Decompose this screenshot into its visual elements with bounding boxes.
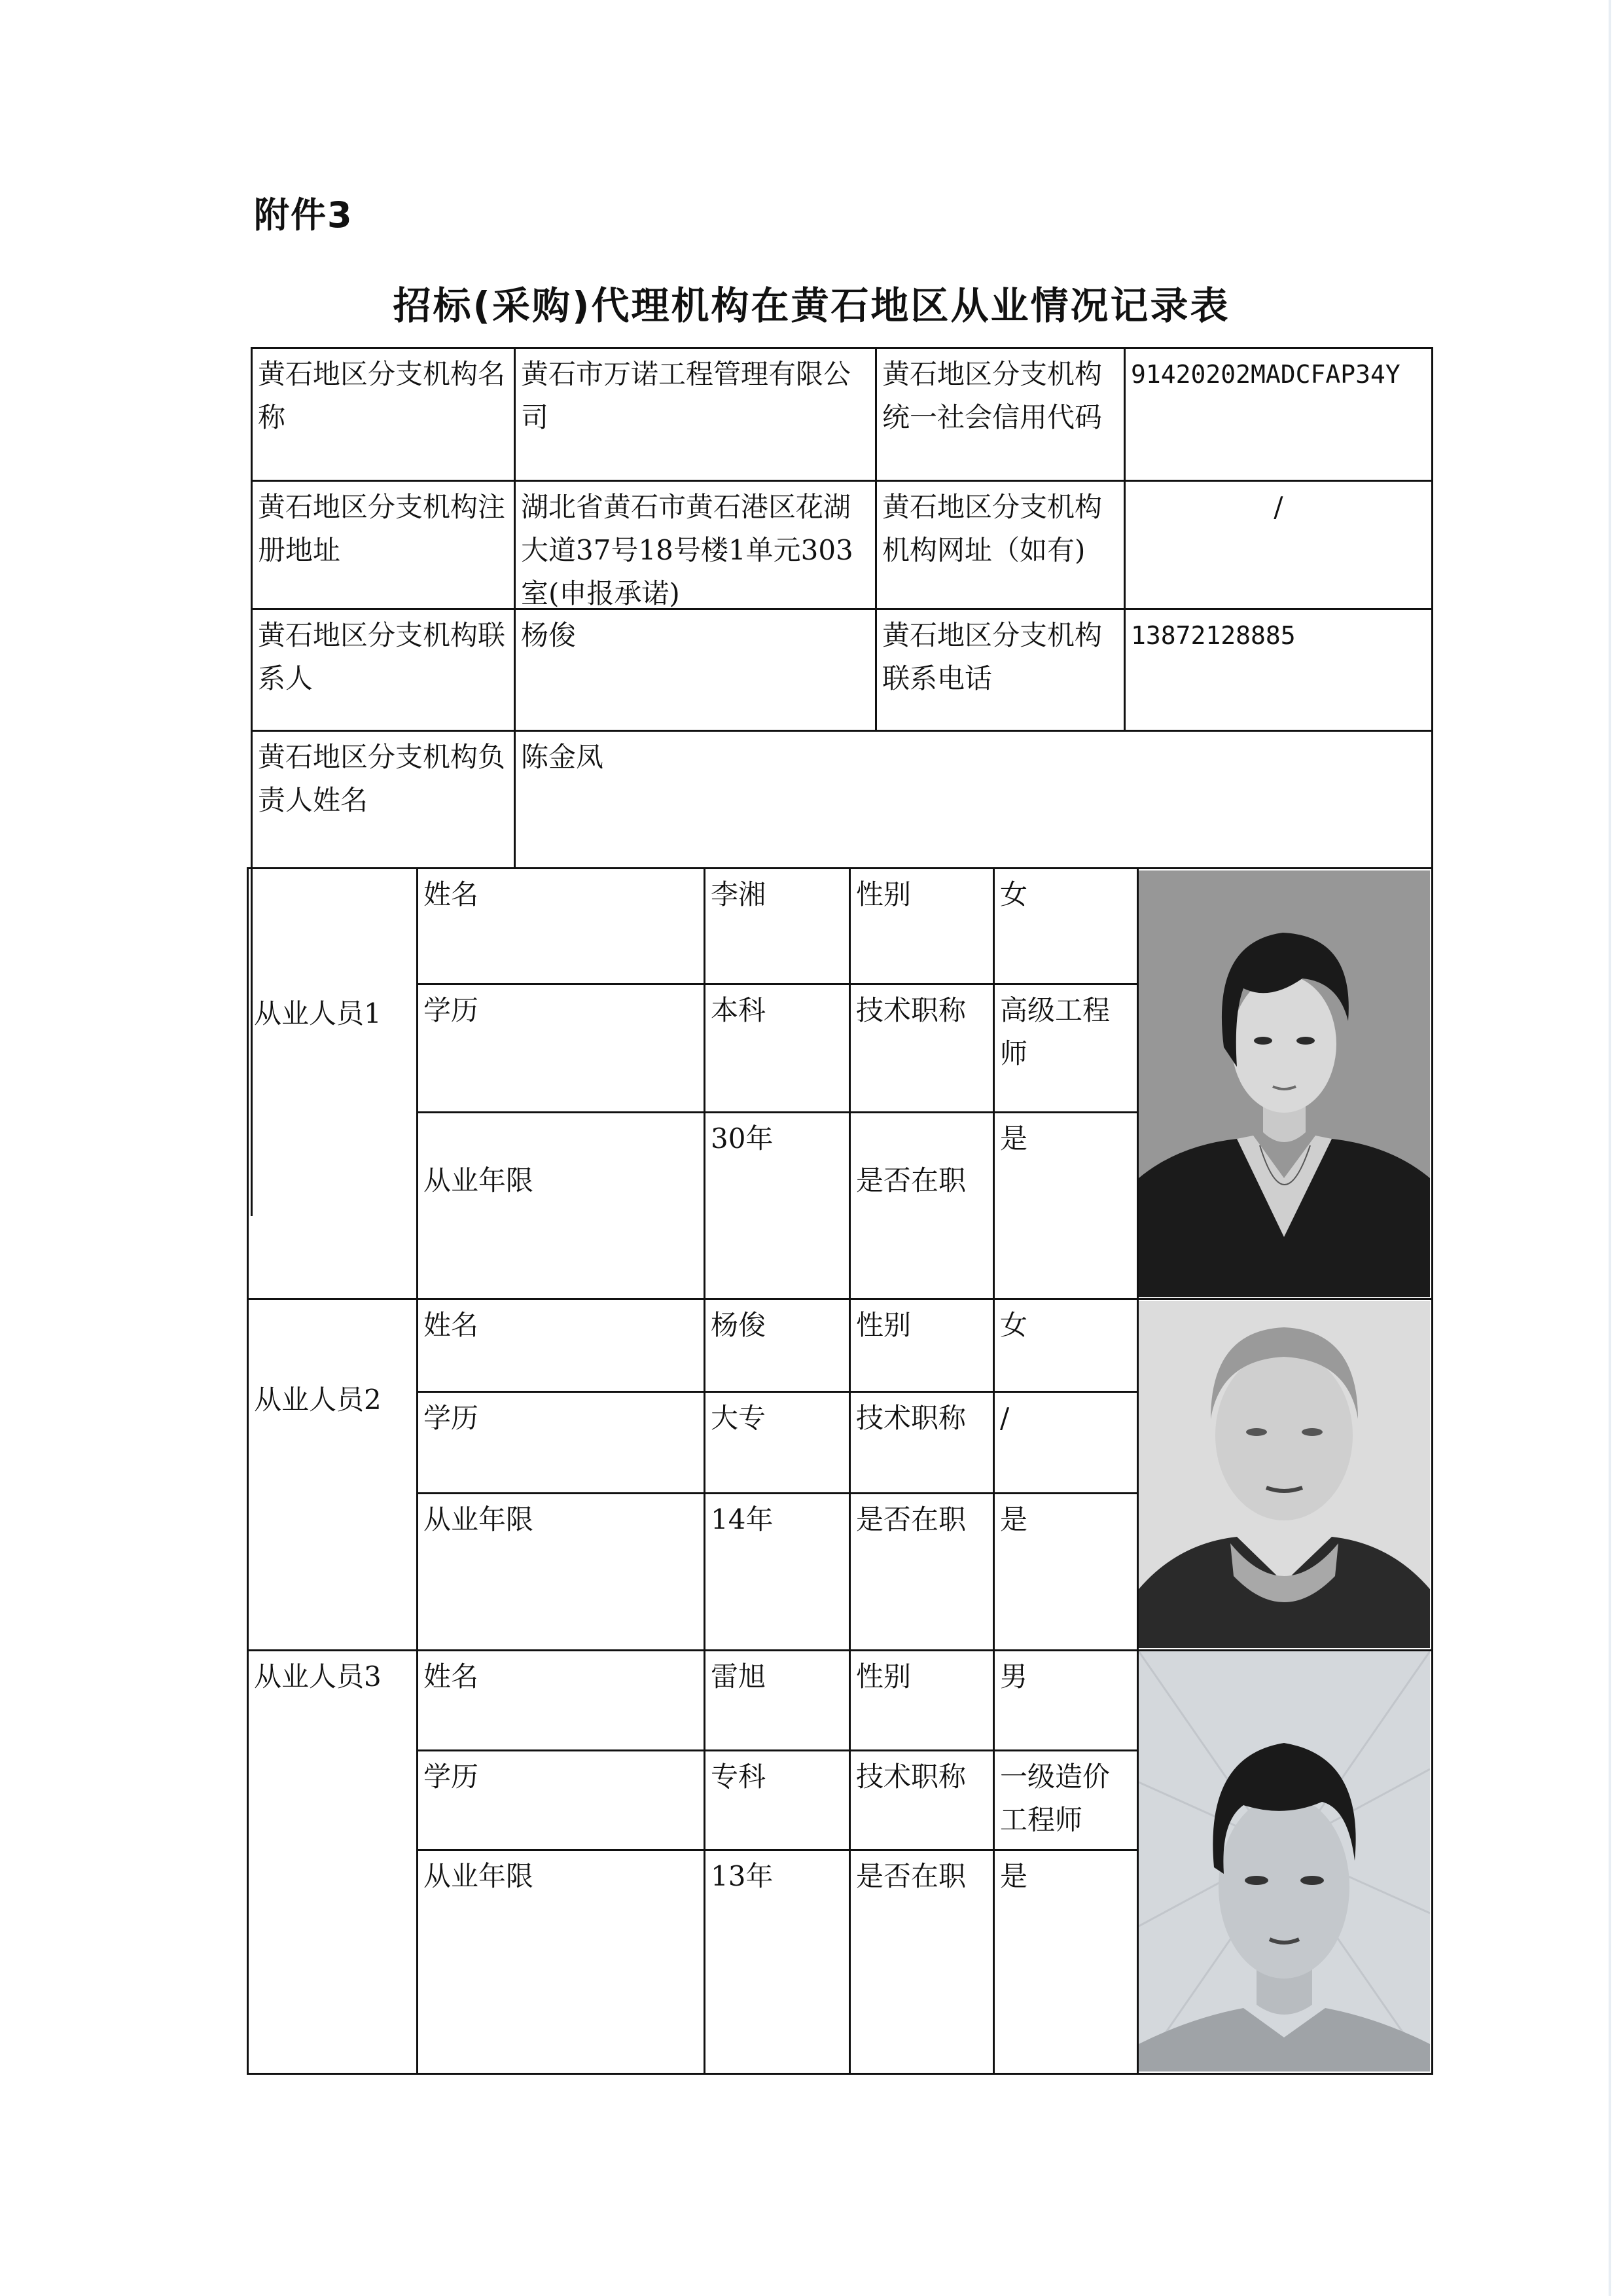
staff3-employed-value: 是 bbox=[1000, 1860, 1028, 1892]
staff2-gender-label: 性别 bbox=[856, 1309, 912, 1341]
credit-code-value: 91420202MADCFAP34Y bbox=[1131, 360, 1400, 389]
staff3-education-label: 学历 bbox=[423, 1761, 479, 1793]
staff3-gender-value: 男 bbox=[1000, 1660, 1028, 1693]
staff1-name-value: 李湘 bbox=[711, 878, 766, 910]
staff1-photo bbox=[1139, 870, 1430, 1297]
staff2-title-value: / bbox=[1000, 1402, 1010, 1434]
staff3-name-value: 雷旭 bbox=[711, 1660, 766, 1693]
staff2-gender-value: 女 bbox=[1000, 1309, 1028, 1341]
staff2-photo bbox=[1139, 1301, 1430, 1648]
staff1-employed-label: 是否在职 bbox=[856, 1164, 967, 1196]
staff2-employed-value: 是 bbox=[1000, 1503, 1028, 1535]
staff2-label: 从业人员2 bbox=[254, 1384, 382, 1416]
staff1-label: 从业人员1 bbox=[254, 997, 382, 1030]
scan-edge bbox=[1609, 0, 1611, 2296]
credit-code-label: 黄石地区分支机构统一社会信用代码 bbox=[882, 358, 1103, 433]
staff3-education-value: 专科 bbox=[711, 1761, 766, 1793]
staff1-years-value: 30年 bbox=[711, 1122, 774, 1155]
address-label: 黄石地区分支机构注册地址 bbox=[258, 491, 506, 566]
staff1-gender-value: 女 bbox=[1000, 878, 1028, 910]
attachment-label: 附件3 bbox=[254, 194, 353, 236]
staff3-gender-label: 性别 bbox=[856, 1660, 912, 1693]
branch-name-label: 黄石地区分支机构名称 bbox=[258, 358, 506, 433]
staff2-name-label: 姓名 bbox=[423, 1309, 479, 1341]
staff1-years-label: 从业年限 bbox=[423, 1164, 534, 1196]
staff2-title-label: 技术职称 bbox=[856, 1402, 967, 1434]
staff2-education-label: 学历 bbox=[423, 1402, 479, 1434]
address-value: 湖北省黄石市黄石港区花湖大道37号18号楼1单元303室(申报承诺) bbox=[521, 491, 853, 609]
staff3-title-value: 一级造价工程师 bbox=[1000, 1761, 1111, 1836]
staff1-education-label: 学历 bbox=[423, 994, 479, 1026]
staff1-education-value: 本科 bbox=[711, 994, 766, 1026]
staff3-photo bbox=[1139, 1651, 1430, 2072]
staff3-years-label: 从业年限 bbox=[423, 1860, 534, 1892]
staff2-education-value: 大专 bbox=[711, 1402, 766, 1434]
staff3-title-label: 技术职称 bbox=[856, 1761, 967, 1793]
manager-value: 陈金凤 bbox=[521, 741, 604, 773]
staff2-name-value: 杨俊 bbox=[711, 1309, 766, 1341]
staff2-years-value: 14年 bbox=[711, 1503, 774, 1535]
page-title: 招标(采购)代理机构在黄石地区从业情况记录表 bbox=[393, 283, 1230, 328]
staff2-years-label: 从业年限 bbox=[423, 1503, 534, 1535]
contact-label: 黄石地区分支机构联系人 bbox=[258, 619, 506, 694]
phone-value: 13872128885 bbox=[1131, 621, 1296, 650]
branch-name-value: 黄石市万诺工程管理有限公司 bbox=[521, 358, 851, 433]
contact-value: 杨俊 bbox=[521, 619, 577, 651]
staff3-name-label: 姓名 bbox=[423, 1660, 479, 1693]
phone-label: 黄石地区分支机构联系电话 bbox=[882, 619, 1103, 694]
staff3-employed-label: 是否在职 bbox=[856, 1860, 967, 1892]
staff1-gender-label: 性别 bbox=[856, 878, 912, 910]
staff1-title-label: 技术职称 bbox=[856, 994, 967, 1026]
staff1-employed-value: 是 bbox=[1000, 1122, 1028, 1155]
staff2-employed-label: 是否在职 bbox=[856, 1503, 967, 1535]
staff1-name-label: 姓名 bbox=[423, 878, 479, 910]
staff3-years-value: 13年 bbox=[711, 1860, 774, 1892]
staff1-title-value: 高级工程师 bbox=[1000, 994, 1111, 1069]
staff3-label: 从业人员3 bbox=[254, 1660, 382, 1693]
website-label: 黄石地区分支机构机构网址（如有) bbox=[882, 491, 1103, 566]
website-value: / bbox=[1274, 491, 1283, 523]
manager-label: 黄石地区分支机构负责人姓名 bbox=[258, 741, 506, 816]
